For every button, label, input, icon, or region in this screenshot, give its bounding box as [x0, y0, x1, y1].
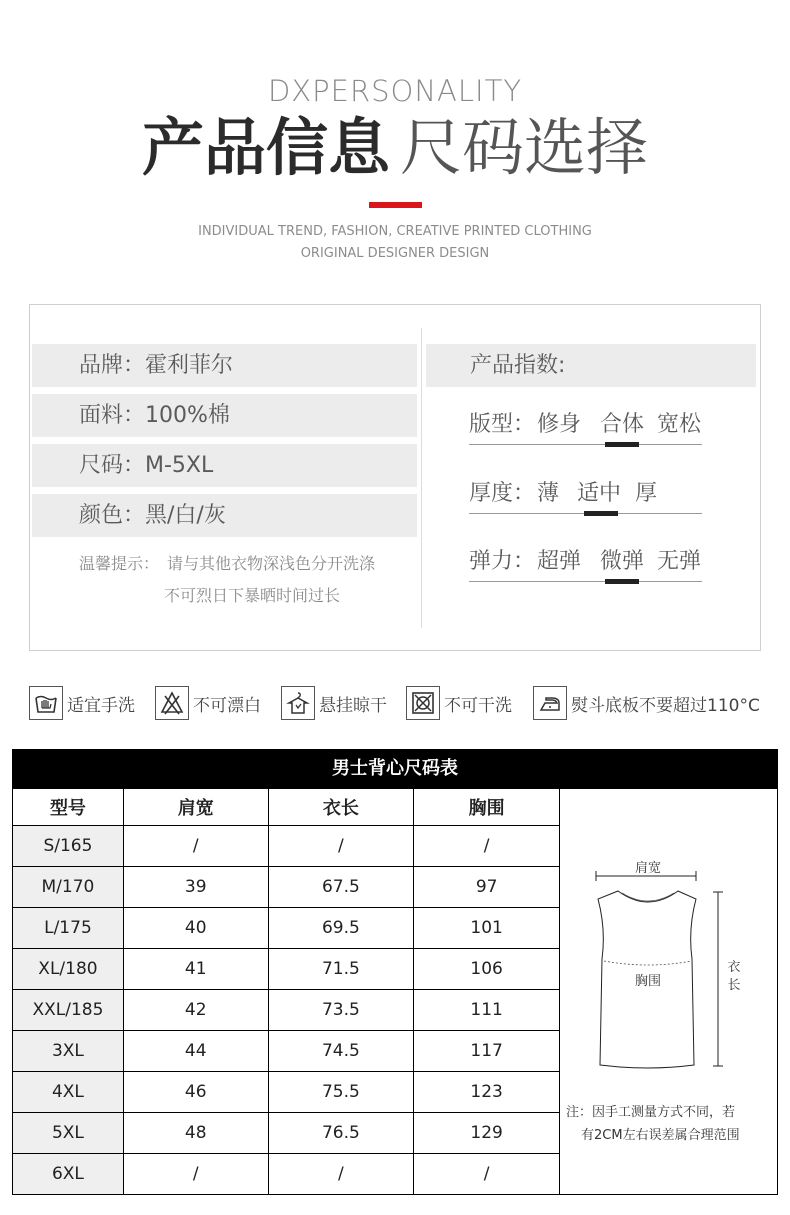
tank-top-diagram [560, 789, 776, 1089]
header-model: 型号 [13, 789, 124, 826]
index-thickness-option: 适中 [577, 481, 622, 506]
cell-shoulder: 40 [123, 908, 268, 949]
diagram-chest-label: 胸围 [634, 974, 662, 989]
cell-shoulder: 48 [123, 1113, 268, 1154]
info-color-text: 颜色：黑/白/灰 [79, 503, 226, 528]
care-tip-line-2: 不可烈日下暴晒时间过长 [164, 586, 341, 605]
table-row [13, 867, 560, 908]
hand-wash-icon [29, 686, 63, 720]
iron-icon [533, 686, 567, 720]
cell-length: 76.5 [268, 1113, 414, 1154]
cell-chest: 97 [414, 867, 560, 908]
index-stretch-marker [605, 579, 639, 584]
index-stretch-option: 超弹 [537, 549, 582, 574]
subtitle-line-1: INDIVIDUAL TREND, FASHION, CREATIVE PRINTED CLOTHING [198, 224, 592, 239]
cell-shoulder: 41 [123, 949, 268, 990]
size-table-header [13, 789, 560, 826]
care-hand-wash-text: 适宜手洗 [67, 695, 135, 716]
brand-english-name: DXPERSONALITY [267, 74, 523, 108]
table-row [13, 1154, 560, 1195]
table-row [13, 908, 560, 949]
cell-length: 69.5 [268, 908, 414, 949]
care-tip-label: 温馨提示： [79, 554, 160, 573]
index-fit-marker [605, 442, 639, 447]
info-brand-text: 品牌：霍利菲尔 [79, 353, 234, 378]
care-tip-text-1: 请与其他衣物深浅色分开洗涤 [167, 554, 376, 573]
cell-model: 3XL [13, 1031, 124, 1072]
info-fabric [32, 394, 417, 437]
index-fit-option: 宽松 [657, 412, 702, 437]
info-size [32, 444, 417, 487]
cell-chest: 106 [414, 949, 560, 990]
cell-length: 67.5 [268, 867, 414, 908]
care-no-bleach-text: 不可漂白 [193, 695, 261, 716]
cell-model: M/170 [13, 867, 124, 908]
cell-shoulder: 46 [123, 1072, 268, 1113]
hang-dry-icon [281, 686, 315, 720]
size-table [12, 788, 560, 1195]
cell-shoulder: / [123, 826, 268, 867]
care-tip-line-1 [79, 551, 375, 574]
cell-chest: 123 [414, 1072, 560, 1113]
cell-chest: 117 [414, 1031, 560, 1072]
cell-chest: 129 [414, 1113, 560, 1154]
table-row [13, 826, 560, 867]
index-stretch-label: 弹力： [469, 549, 536, 574]
header-length: 衣长 [268, 789, 414, 826]
cell-chest: / [414, 1154, 560, 1195]
index-fit-scale [469, 444, 702, 445]
measurement-note-1: 注：因手工测量方式不同，若 [566, 1105, 736, 1120]
info-size-text: 尺码：M-5XL [79, 453, 214, 478]
cell-shoulder: 42 [123, 990, 268, 1031]
subtitle-line-2: ORIGINAL DESIGNER DESIGN [300, 246, 490, 261]
no-bleach-icon [155, 686, 189, 720]
cell-model: S/165 [13, 826, 124, 867]
cell-chest: 101 [414, 908, 560, 949]
cell-shoulder: 39 [123, 867, 268, 908]
care-hand-wash [29, 686, 135, 720]
table-row [13, 1113, 560, 1154]
care-iron [533, 686, 760, 720]
table-row [13, 1031, 560, 1072]
cell-shoulder: 44 [123, 1031, 268, 1072]
cell-length: 71.5 [268, 949, 414, 990]
index-thickness-option: 厚 [635, 481, 658, 506]
cell-model: 6XL [13, 1154, 124, 1195]
page-title [0, 112, 790, 184]
measurement-note-2: 有2CM左右误差属合理范围 [581, 1128, 740, 1143]
info-brand [32, 344, 417, 387]
index-row-stretch [469, 544, 702, 584]
title-accent-bar [369, 202, 422, 208]
cell-shoulder: / [123, 1154, 268, 1195]
table-row [13, 990, 560, 1031]
no-dry-clean-icon [406, 686, 440, 720]
care-no-bleach [155, 686, 261, 720]
cell-model: 5XL [13, 1113, 124, 1154]
index-stretch-option: 无弹 [657, 549, 702, 574]
header-chest: 胸围 [414, 789, 560, 826]
title-size-select: 尺码选择 [400, 111, 649, 184]
index-row-fit [469, 407, 702, 447]
table-row [13, 1072, 560, 1113]
index-row-thickness [469, 476, 702, 516]
cell-length: 75.5 [268, 1072, 414, 1113]
info-fabric-text: 面料：100%棉 [79, 403, 230, 428]
care-hang-dry-text: 悬挂晾干 [319, 695, 387, 716]
care-hang-dry [281, 686, 387, 720]
index-thickness-label: 厚度： [469, 481, 536, 506]
cell-length: 74.5 [268, 1031, 414, 1072]
index-fit-option: 修身 [537, 412, 582, 437]
cell-model: XL/180 [13, 949, 124, 990]
product-index-heading: 产品指数: [426, 344, 756, 387]
cell-chest: 111 [414, 990, 560, 1031]
index-fit-label: 版型： [469, 412, 536, 437]
cell-model: 4XL [13, 1072, 124, 1113]
cell-model: XXL/185 [13, 990, 124, 1031]
diagram-shoulder-label: 肩宽 [634, 861, 662, 876]
diagram-length-label: 衣 [727, 960, 741, 975]
cell-length: 73.5 [268, 990, 414, 1031]
cell-length: / [268, 1154, 414, 1195]
index-thickness-option: 薄 [537, 481, 560, 506]
care-no-dry-clean [406, 686, 512, 720]
info-color [32, 494, 417, 537]
size-table-title: 男士背心尺码表 [12, 749, 778, 788]
index-thickness-marker [584, 511, 618, 516]
cell-model: L/175 [13, 908, 124, 949]
info-divider [421, 328, 422, 628]
index-stretch-scale [469, 581, 702, 582]
cell-length: / [268, 826, 414, 867]
title-product-info: 产品信息 [141, 111, 390, 184]
header-shoulder: 肩宽 [123, 789, 268, 826]
cell-chest: / [414, 826, 560, 867]
table-row [13, 949, 560, 990]
care-iron-text: 熨斗底板不要超过110°C [571, 695, 760, 716]
diagram-length-label: 长 [727, 978, 741, 993]
index-fit-option: 合体 [600, 412, 645, 437]
index-stretch-option: 微弹 [600, 549, 645, 574]
care-no-dry-clean-text: 不可干洗 [444, 695, 512, 716]
